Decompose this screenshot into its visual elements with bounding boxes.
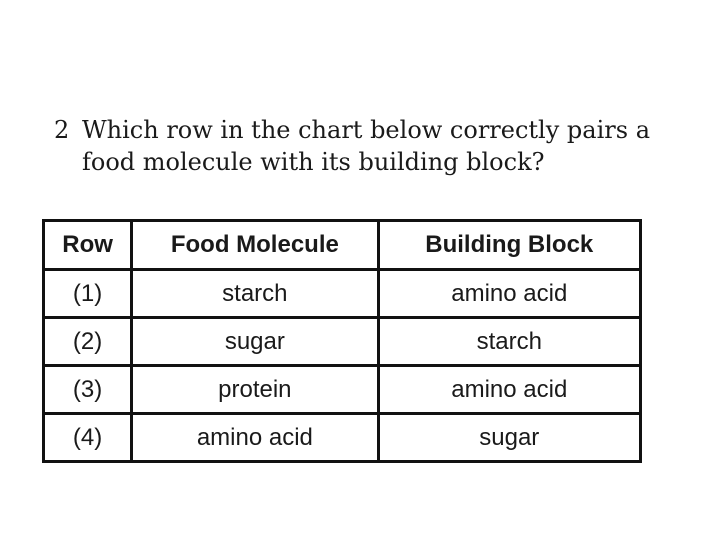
table-row	[44, 414, 641, 462]
food-molecule-cell: sugar	[132, 318, 378, 366]
question	[54, 114, 674, 178]
food-molecule-cell: amino acid	[132, 414, 378, 462]
row-number: (1)	[44, 270, 132, 318]
food-molecule-cell: starch	[132, 270, 378, 318]
row-number: (2)	[44, 318, 132, 366]
building-block-cell: amino acid	[378, 366, 640, 414]
row-number: (4)	[44, 414, 132, 462]
table-row	[44, 318, 641, 366]
header-food-molecule: Food Molecule	[132, 221, 378, 270]
header-building-block: Building Block	[378, 221, 640, 270]
table-row	[44, 366, 641, 414]
row-number: (3)	[44, 366, 132, 414]
question-number: 2	[54, 116, 70, 144]
building-block-cell: starch	[378, 318, 640, 366]
table-header-row	[44, 221, 641, 270]
table-row	[44, 270, 641, 318]
answer-table	[42, 219, 642, 463]
building-block-cell: amino acid	[378, 270, 640, 318]
food-molecule-cell: protein	[132, 366, 378, 414]
question-text: Which row in the chart below correctly pairs a food molecule with its building block?	[82, 116, 650, 176]
header-row: Row	[44, 221, 132, 270]
building-block-cell: sugar	[378, 414, 640, 462]
